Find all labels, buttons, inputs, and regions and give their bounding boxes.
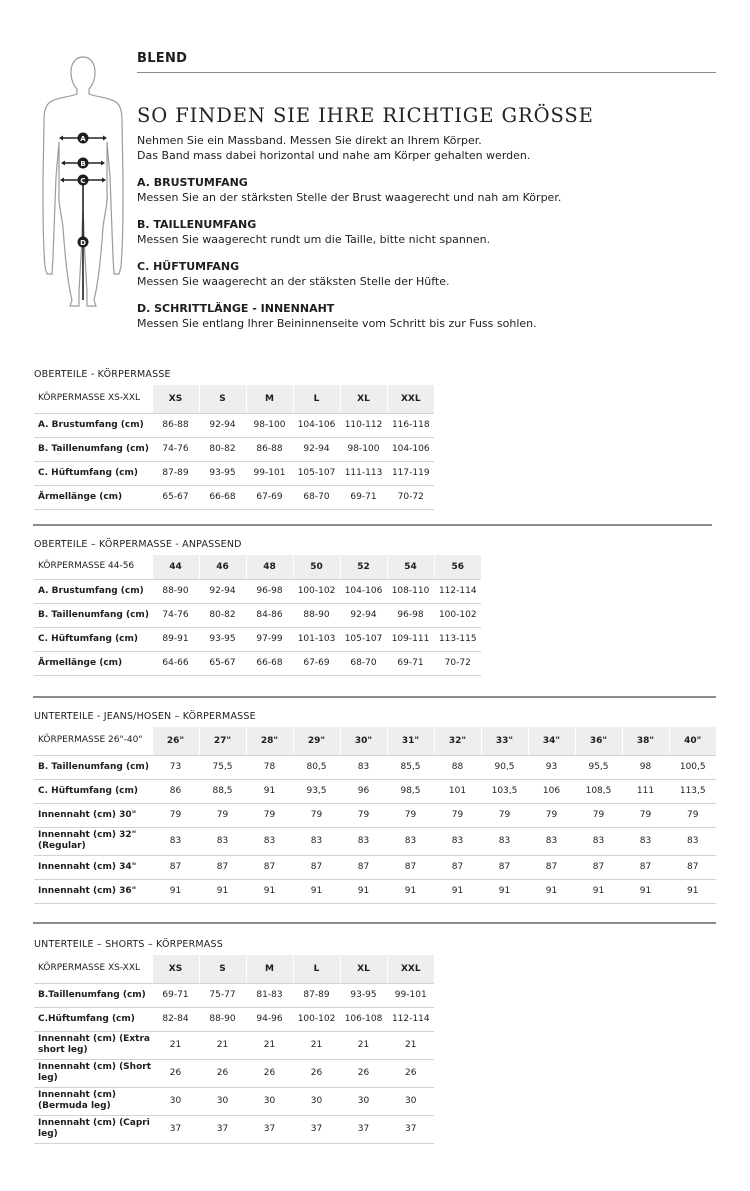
table-cell: 83 xyxy=(246,827,293,855)
column-header: XL xyxy=(340,385,387,413)
table-cell: 94-96 xyxy=(246,1007,293,1031)
column-header: 33" xyxy=(481,727,528,755)
table-row xyxy=(34,1087,434,1115)
table-cell: 104-106 xyxy=(340,579,387,603)
table-row xyxy=(34,1031,434,1059)
guide-intro-line: Nehmen Sie ein Massband. Messen Sie direkt an Ihrem Körper. xyxy=(137,134,482,147)
table-cell: 87 xyxy=(293,855,340,879)
table-cell: 111 xyxy=(622,779,669,803)
table-cell: 70-72 xyxy=(434,651,481,675)
table-cell: 26 xyxy=(199,1059,246,1087)
table-cell: 21 xyxy=(293,1031,340,1059)
table-cell: 88-90 xyxy=(199,1007,246,1031)
column-header: 32" xyxy=(434,727,481,755)
column-header: 29" xyxy=(293,727,340,755)
table-cell: 97-99 xyxy=(246,627,293,651)
table-cell: 91 xyxy=(622,879,669,903)
column-header: 50 xyxy=(293,555,340,579)
table-cell: 92-94 xyxy=(199,579,246,603)
table-cell: 87-89 xyxy=(293,983,340,1007)
table-cell: 89-91 xyxy=(152,627,199,651)
column-header: 54 xyxy=(387,555,434,579)
table-cell: 79 xyxy=(387,803,434,827)
table-cell: 91 xyxy=(246,879,293,903)
table-cell: 21 xyxy=(340,1031,387,1059)
section-divider xyxy=(33,696,716,698)
section-divider xyxy=(33,922,716,924)
table-cell: 65-67 xyxy=(199,651,246,675)
table-cell: 87 xyxy=(434,855,481,879)
table-cell: 83 xyxy=(293,827,340,855)
size-table-tops xyxy=(34,385,434,510)
table-cell: 112-114 xyxy=(434,579,481,603)
table-cell: 79 xyxy=(246,803,293,827)
column-header: S xyxy=(199,385,246,413)
table-row xyxy=(34,779,716,803)
table-row xyxy=(34,755,716,779)
table-cell: 83 xyxy=(575,827,622,855)
table-cell: 91 xyxy=(528,879,575,903)
table-header-row xyxy=(34,955,434,983)
table-cell: 108,5 xyxy=(575,779,622,803)
table-title: UNTERTEILE - JEANS/HOSEN – KÖRPERMASSE xyxy=(34,711,256,722)
table-cell: 80-82 xyxy=(199,603,246,627)
table-cell: 83 xyxy=(669,827,716,855)
table-cell: 67-69 xyxy=(293,651,340,675)
table-cell: 106-108 xyxy=(340,1007,387,1031)
brand-divider xyxy=(137,72,716,73)
table-row xyxy=(34,1059,434,1087)
table-corner-label: KÖRPERMASSE 26"-40" xyxy=(34,727,152,755)
marker-a-label: A xyxy=(80,135,86,143)
table-cell: 87 xyxy=(575,855,622,879)
table-cell: 37 xyxy=(293,1115,340,1143)
row-label: Ärmellänge (cm) xyxy=(34,651,152,675)
table-cell: 93,5 xyxy=(293,779,340,803)
table-cell: 79 xyxy=(199,803,246,827)
table-cell: 86-88 xyxy=(152,413,199,437)
table-cell: 100-102 xyxy=(434,603,481,627)
table-cell: 91 xyxy=(669,879,716,903)
table-cell: 100-102 xyxy=(293,579,340,603)
marker-b-label: B xyxy=(80,160,86,168)
table-section-tops xyxy=(34,368,434,510)
table-cell: 66-68 xyxy=(246,651,293,675)
table-cell: 87 xyxy=(622,855,669,879)
table-section-shorts xyxy=(34,938,434,1144)
measure-text: Messen Sie waagerecht rundt um die Taille, bitte nicht spannen. xyxy=(137,233,491,246)
table-cell: 26 xyxy=(246,1059,293,1087)
table-cell: 79 xyxy=(669,803,716,827)
row-label: Innennaht (cm) 32" (Regular) xyxy=(34,827,152,855)
table-cell: 92-94 xyxy=(293,437,340,461)
table-cell: 98 xyxy=(622,755,669,779)
column-header: 27" xyxy=(199,727,246,755)
table-cell: 93-95 xyxy=(199,627,246,651)
table-cell: 30 xyxy=(293,1087,340,1115)
table-cell: 91 xyxy=(246,779,293,803)
measure-heading: C. HÜFTUMFANG xyxy=(137,260,240,273)
table-title: OBERTEILE – KÖRPERMASSE - ANPASSEND xyxy=(34,539,242,550)
table-section-tops-fitted xyxy=(34,538,481,676)
table-cell: 80-82 xyxy=(199,437,246,461)
table-cell: 65-67 xyxy=(152,485,199,509)
table-cell: 113-115 xyxy=(434,627,481,651)
table-cell: 83 xyxy=(340,755,387,779)
table-cell: 91 xyxy=(481,879,528,903)
size-table-shorts xyxy=(34,955,434,1144)
table-cell: 104-106 xyxy=(387,437,434,461)
column-header: XS xyxy=(152,955,199,983)
table-cell: 91 xyxy=(387,879,434,903)
table-cell: 79 xyxy=(434,803,481,827)
guide-intro-line: Das Band mass dabei horizontal und nahe am Körper gehalten werden. xyxy=(137,149,531,162)
table-cell: 106 xyxy=(528,779,575,803)
table-row xyxy=(34,827,716,855)
marker-c-label: C xyxy=(80,177,86,185)
table-cell: 86 xyxy=(152,779,199,803)
table-cell: 79 xyxy=(152,803,199,827)
size-table-tops-fitted xyxy=(34,555,481,676)
table-title: UNTERTEILE – SHORTS – KÖRPERMASS xyxy=(34,939,223,950)
table-cell: 83 xyxy=(387,827,434,855)
column-header: 31" xyxy=(387,727,434,755)
column-header: 34" xyxy=(528,727,575,755)
row-label: A. Brustumfang (cm) xyxy=(34,413,152,437)
measure-hip xyxy=(137,260,727,289)
table-cell: 99-101 xyxy=(387,983,434,1007)
table-cell: 87 xyxy=(246,855,293,879)
table-cell: 117-119 xyxy=(387,461,434,485)
column-header: 38" xyxy=(622,727,669,755)
table-cell: 78 xyxy=(246,755,293,779)
marker-d-label: D xyxy=(80,239,86,247)
column-header: 40" xyxy=(669,727,716,755)
table-cell: 103,5 xyxy=(481,779,528,803)
table-cell: 37 xyxy=(199,1115,246,1143)
table-cell: 79 xyxy=(622,803,669,827)
table-cell: 92-94 xyxy=(340,603,387,627)
row-label: Innennaht (cm) 30" xyxy=(34,803,152,827)
table-cell: 101-103 xyxy=(293,627,340,651)
table-cell: 87 xyxy=(340,855,387,879)
column-header: XXL xyxy=(387,385,434,413)
column-header: 30" xyxy=(340,727,387,755)
table-cell: 91 xyxy=(199,879,246,903)
size-table-jeans xyxy=(34,727,716,904)
row-label: Innennaht (cm) 34" xyxy=(34,855,152,879)
table-cell: 91 xyxy=(434,879,481,903)
brand-name: BLEND xyxy=(137,51,188,66)
table-header-row xyxy=(34,555,481,579)
measuring-guide xyxy=(137,104,727,331)
column-header: 48 xyxy=(246,555,293,579)
table-cell: 83 xyxy=(152,827,199,855)
table-cell: 96-98 xyxy=(387,603,434,627)
table-cell: 87 xyxy=(528,855,575,879)
table-cell: 30 xyxy=(387,1087,434,1115)
table-row xyxy=(34,803,716,827)
table-cell: 100-102 xyxy=(293,1007,340,1031)
row-label: C. Hüftumfang (cm) xyxy=(34,627,152,651)
table-row xyxy=(34,461,434,485)
column-header: 28" xyxy=(246,727,293,755)
measure-text: Messen Sie waagerecht an der stäksten Stelle der Hüfte. xyxy=(137,275,450,288)
measure-heading: D. SCHRITTLÄNGE - INNENNAHT xyxy=(137,302,335,315)
row-label: Ärmellänge (cm) xyxy=(34,485,152,509)
column-header: 52 xyxy=(340,555,387,579)
table-cell: 108-110 xyxy=(387,579,434,603)
table-cell: 96 xyxy=(340,779,387,803)
table-cell: 83 xyxy=(481,827,528,855)
table-corner-label: KÖRPERMASSE XS-XXL xyxy=(34,385,152,413)
table-row xyxy=(34,437,434,461)
section-divider xyxy=(33,524,712,526)
table-cell: 113,5 xyxy=(669,779,716,803)
row-label: B. Taillenumfang (cm) xyxy=(34,603,152,627)
column-header: L xyxy=(293,955,340,983)
table-cell: 93-95 xyxy=(340,983,387,1007)
table-cell: 101 xyxy=(434,779,481,803)
table-cell: 93-95 xyxy=(199,461,246,485)
table-cell: 92-94 xyxy=(199,413,246,437)
table-cell: 109-111 xyxy=(387,627,434,651)
row-label: B. Taillenumfang (cm) xyxy=(34,437,152,461)
table-cell: 88 xyxy=(434,755,481,779)
table-row xyxy=(34,485,434,509)
table-cell: 112-114 xyxy=(387,1007,434,1031)
marker-a-icon xyxy=(78,133,89,144)
guide-title: SO FINDEN SIE IHRE RICHTIGE GRÖSSE xyxy=(137,104,594,127)
column-header: M xyxy=(246,385,293,413)
column-header: 56 xyxy=(434,555,481,579)
table-cell: 30 xyxy=(152,1087,199,1115)
table-cell: 91 xyxy=(152,879,199,903)
table-title: OBERTEILE - KÖRPERMASSE xyxy=(34,369,171,380)
row-label: Innennaht (cm) (Bermuda leg) xyxy=(34,1087,152,1115)
row-label: B. Taillenumfang (cm) xyxy=(34,755,152,779)
column-header: M xyxy=(246,955,293,983)
table-cell: 87 xyxy=(199,855,246,879)
table-cell: 64-66 xyxy=(152,651,199,675)
table-row xyxy=(34,1007,434,1031)
guide-intro xyxy=(137,133,727,163)
table-cell: 80,5 xyxy=(293,755,340,779)
table-cell: 87 xyxy=(481,855,528,879)
table-cell: 98-100 xyxy=(246,413,293,437)
column-header: S xyxy=(199,955,246,983)
table-cell: 21 xyxy=(387,1031,434,1059)
table-cell: 110-112 xyxy=(340,413,387,437)
table-cell: 100,5 xyxy=(669,755,716,779)
row-label: C.Hüftumfang (cm) xyxy=(34,1007,152,1031)
table-cell: 88,5 xyxy=(199,779,246,803)
table-cell: 69-71 xyxy=(340,485,387,509)
table-cell: 66-68 xyxy=(199,485,246,509)
marker-b-icon xyxy=(78,158,89,169)
table-cell: 88-90 xyxy=(152,579,199,603)
table-cell: 105-107 xyxy=(293,461,340,485)
table-cell: 75,5 xyxy=(199,755,246,779)
table-cell: 90,5 xyxy=(481,755,528,779)
table-cell: 74-76 xyxy=(152,437,199,461)
table-row xyxy=(34,1115,434,1143)
table-cell: 83 xyxy=(434,827,481,855)
marker-d-icon xyxy=(78,237,89,248)
measure-chest xyxy=(137,176,727,205)
table-cell: 21 xyxy=(199,1031,246,1059)
table-cell: 37 xyxy=(340,1115,387,1143)
table-cell: 69-71 xyxy=(387,651,434,675)
table-cell: 84-86 xyxy=(246,603,293,627)
table-cell: 88-90 xyxy=(293,603,340,627)
table-cell: 79 xyxy=(481,803,528,827)
column-header: XL xyxy=(340,955,387,983)
table-cell: 104-106 xyxy=(293,413,340,437)
table-header-row xyxy=(34,385,434,413)
table-header-row xyxy=(34,727,716,755)
table-cell: 86-88 xyxy=(246,437,293,461)
table-cell: 83 xyxy=(528,827,575,855)
table-section-jeans xyxy=(34,710,716,904)
table-cell: 73 xyxy=(152,755,199,779)
table-row xyxy=(34,413,434,437)
row-label: C. Hüftumfang (cm) xyxy=(34,779,152,803)
table-cell: 79 xyxy=(575,803,622,827)
table-cell: 21 xyxy=(152,1031,199,1059)
measure-heading: B. TAILLENUMFANG xyxy=(137,218,257,231)
measure-waist xyxy=(137,218,727,247)
table-cell: 79 xyxy=(293,803,340,827)
table-cell: 91 xyxy=(340,879,387,903)
table-corner-label: KÖRPERMASSE 44-56 xyxy=(34,555,152,579)
table-row xyxy=(34,627,481,651)
column-header: L xyxy=(293,385,340,413)
table-row xyxy=(34,579,481,603)
row-label: B.Taillenumfang (cm) xyxy=(34,983,152,1007)
table-cell: 30 xyxy=(199,1087,246,1115)
table-cell: 37 xyxy=(246,1115,293,1143)
table-cell: 83 xyxy=(340,827,387,855)
table-cell: 111-113 xyxy=(340,461,387,485)
row-label: Innennaht (cm) (Short leg) xyxy=(34,1059,152,1087)
table-cell: 75-77 xyxy=(199,983,246,1007)
table-row xyxy=(34,603,481,627)
table-cell: 98,5 xyxy=(387,779,434,803)
table-cell: 74-76 xyxy=(152,603,199,627)
column-header: 46 xyxy=(199,555,246,579)
table-cell: 116-118 xyxy=(387,413,434,437)
column-header: 26" xyxy=(152,727,199,755)
table-cell: 98-100 xyxy=(340,437,387,461)
table-row xyxy=(34,855,716,879)
row-label: C. Hüftumfang (cm) xyxy=(34,461,152,485)
table-cell: 95,5 xyxy=(575,755,622,779)
row-label: Innennaht (cm) 36" xyxy=(34,879,152,903)
table-corner-label: KÖRPERMASSE XS-XXL xyxy=(34,955,152,983)
table-cell: 30 xyxy=(340,1087,387,1115)
table-row xyxy=(34,879,716,903)
table-cell: 83 xyxy=(199,827,246,855)
row-label: Innennaht (cm) (Extra short leg) xyxy=(34,1031,152,1059)
measure-inseam xyxy=(137,302,727,331)
column-header: 36" xyxy=(575,727,622,755)
table-cell: 69-71 xyxy=(152,983,199,1007)
table-cell: 68-70 xyxy=(293,485,340,509)
table-cell: 82-84 xyxy=(152,1007,199,1031)
table-cell: 87 xyxy=(152,855,199,879)
table-cell: 99-101 xyxy=(246,461,293,485)
table-cell: 96-98 xyxy=(246,579,293,603)
table-row xyxy=(34,651,481,675)
table-cell: 83 xyxy=(622,827,669,855)
table-cell: 79 xyxy=(528,803,575,827)
marker-c-icon xyxy=(78,175,89,186)
table-cell: 26 xyxy=(152,1059,199,1087)
table-cell: 81-83 xyxy=(246,983,293,1007)
table-cell: 87-89 xyxy=(152,461,199,485)
table-cell: 91 xyxy=(293,879,340,903)
row-label: Innennaht (cm) (Capri leg) xyxy=(34,1115,152,1143)
table-cell: 26 xyxy=(340,1059,387,1087)
measure-text: Messen Sie an der stärksten Stelle der Brust waagerecht und nah am Körper. xyxy=(137,191,562,204)
column-header: XS xyxy=(152,385,199,413)
table-row xyxy=(34,983,434,1007)
body-measurement-figure xyxy=(36,52,130,312)
table-cell: 87 xyxy=(387,855,434,879)
table-cell: 37 xyxy=(387,1115,434,1143)
table-cell: 67-69 xyxy=(246,485,293,509)
table-cell: 85,5 xyxy=(387,755,434,779)
table-cell: 37 xyxy=(152,1115,199,1143)
table-cell: 91 xyxy=(575,879,622,903)
table-cell: 68-70 xyxy=(340,651,387,675)
table-cell: 26 xyxy=(293,1059,340,1087)
table-cell: 21 xyxy=(246,1031,293,1059)
table-cell: 26 xyxy=(387,1059,434,1087)
measure-text: Messen Sie entlang Ihrer Beininnenseite vom Schritt bis zur Fuss sohlen. xyxy=(137,317,537,330)
table-cell: 87 xyxy=(669,855,716,879)
table-cell: 30 xyxy=(246,1087,293,1115)
column-header: 44 xyxy=(152,555,199,579)
table-cell: 105-107 xyxy=(340,627,387,651)
row-label: A. Brustumfang (cm) xyxy=(34,579,152,603)
table-cell: 93 xyxy=(528,755,575,779)
table-cell: 70-72 xyxy=(387,485,434,509)
table-cell: 79 xyxy=(340,803,387,827)
measure-heading: A. BRUSTUMFANG xyxy=(137,176,248,189)
column-header: XXL xyxy=(387,955,434,983)
